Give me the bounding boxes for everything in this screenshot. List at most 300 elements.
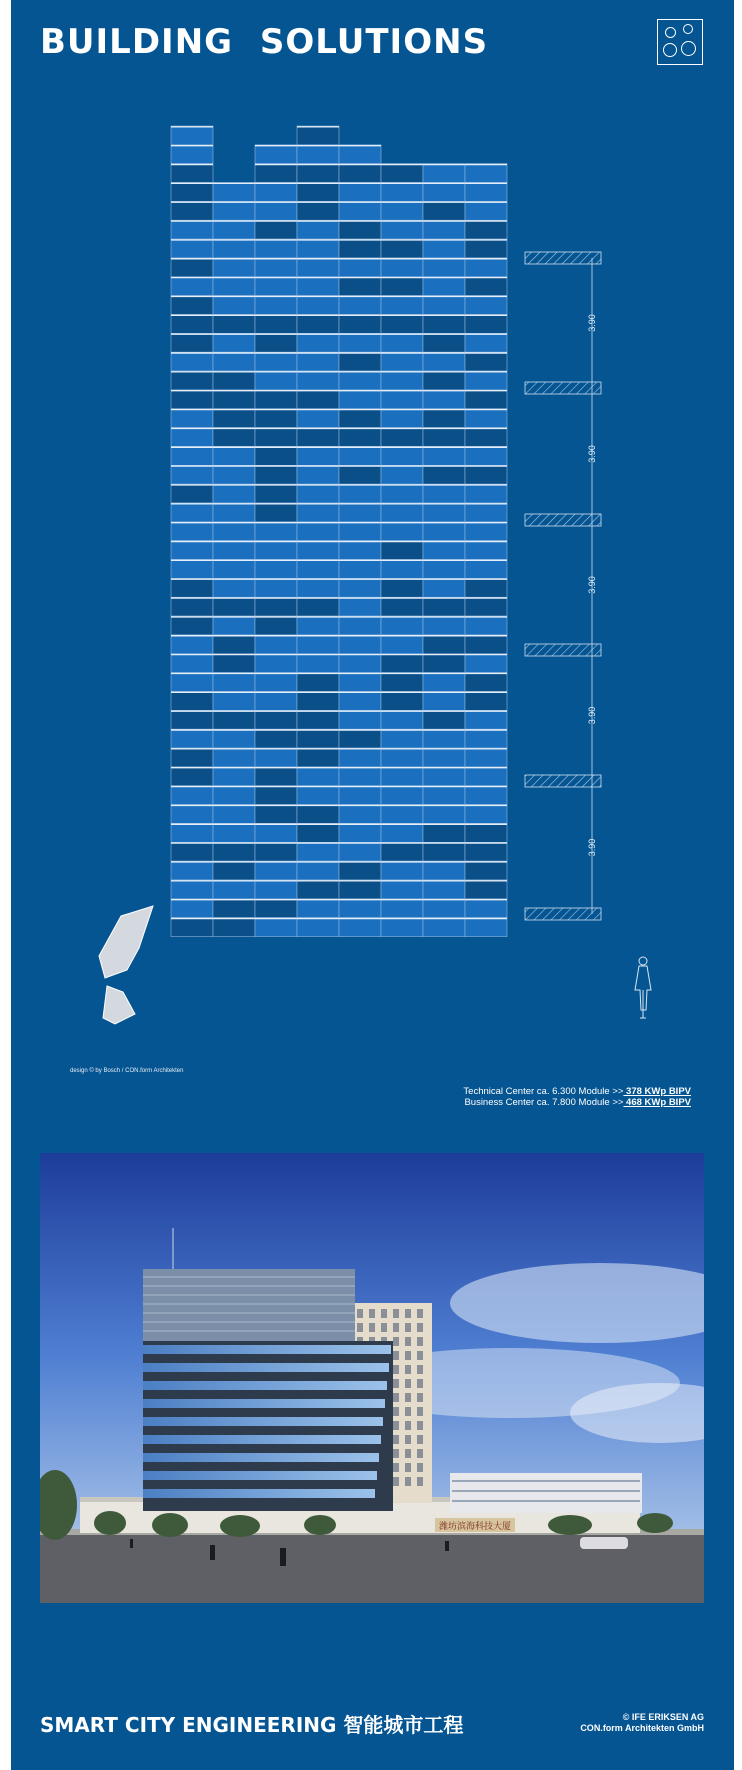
stat-line-1-value: 378 KWp BIPV	[623, 1086, 691, 1097]
facade-panel	[339, 371, 381, 390]
facade-panel	[381, 390, 423, 409]
facade-panel	[339, 729, 381, 748]
facade-panel	[339, 578, 381, 597]
facade-panel	[339, 220, 381, 239]
facade-panel	[255, 710, 297, 729]
facade-panel	[297, 541, 339, 560]
facade-panel	[423, 597, 465, 616]
facade-panel	[423, 277, 465, 296]
facade-panel	[423, 352, 465, 371]
facade-panel	[255, 277, 297, 296]
facade-panel	[465, 352, 507, 371]
facade-panel	[255, 767, 297, 786]
facade-panel	[255, 918, 297, 937]
facade-panel	[465, 748, 507, 767]
floor-height-label: 3.90	[587, 576, 597, 594]
facade-panel-grid	[171, 126, 507, 937]
facade-panel	[213, 861, 255, 880]
facade-panel	[339, 239, 381, 258]
facade-panel	[297, 560, 339, 579]
facade-panel	[255, 560, 297, 579]
facade-panel	[255, 616, 297, 635]
design-credit: design © by Bosch / CON.form Architekten	[70, 1068, 184, 1074]
facade-panel	[255, 522, 297, 541]
facade-panel	[297, 296, 339, 315]
facade-panel	[465, 503, 507, 522]
facade-panel	[381, 578, 423, 597]
facade-panel	[297, 805, 339, 824]
facade-panel	[213, 654, 255, 673]
facade-panel	[213, 805, 255, 824]
facade-panel	[297, 692, 339, 711]
facade-panel	[255, 541, 297, 560]
facade-panel	[423, 541, 465, 560]
facade-panel	[171, 578, 213, 597]
facade-panel	[381, 805, 423, 824]
facade-panel	[339, 918, 381, 937]
floor-slab-marker	[525, 908, 601, 920]
facade-panel	[171, 296, 213, 315]
facade-panel	[465, 578, 507, 597]
facade-panel	[213, 918, 255, 937]
facade-panel	[339, 597, 381, 616]
facade-panel	[465, 710, 507, 729]
facade-panel	[381, 541, 423, 560]
facade-panel	[423, 918, 465, 937]
facade-panel	[339, 409, 381, 428]
facade-panel	[423, 842, 465, 861]
facade-panel	[381, 183, 423, 202]
facade-panel	[423, 503, 465, 522]
facade-panel	[297, 409, 339, 428]
facade-panel	[465, 729, 507, 748]
facade-panel	[171, 823, 213, 842]
facade-panel	[465, 673, 507, 692]
facade-panel	[465, 315, 507, 334]
stat-line-1-text: Technical Center ca. 6.300 Module >>	[463, 1086, 624, 1097]
facade-panel	[255, 428, 297, 447]
facade-panel	[381, 560, 423, 579]
facade-panel	[171, 918, 213, 937]
facade-panel	[465, 805, 507, 824]
facade-panel	[297, 258, 339, 277]
facade-panel	[297, 880, 339, 899]
facade-panel	[213, 597, 255, 616]
facade-panel	[213, 578, 255, 597]
facade-panel	[255, 805, 297, 824]
facade-panel	[339, 635, 381, 654]
poster	[11, 0, 734, 1770]
facade-panel	[297, 654, 339, 673]
facade-panel	[381, 409, 423, 428]
facade-panel	[213, 371, 255, 390]
page-title: BUILDING SOLUTIONS	[40, 22, 489, 62]
facade-panel	[381, 710, 423, 729]
facade-panel	[213, 692, 255, 711]
facade-panel	[171, 729, 213, 748]
facade-panel	[423, 409, 465, 428]
floor-height-label: 3.90	[587, 445, 597, 463]
facade-panel	[171, 465, 213, 484]
facade-panel	[255, 861, 297, 880]
facade-panel	[339, 503, 381, 522]
facade-panel	[381, 597, 423, 616]
facade-panel	[465, 446, 507, 465]
facade-panel	[213, 899, 255, 918]
facade-panel	[423, 371, 465, 390]
facade-panel	[423, 484, 465, 503]
facade-panel	[465, 484, 507, 503]
facade-panel	[297, 446, 339, 465]
facade-panel	[339, 899, 381, 918]
facade-panel	[381, 258, 423, 277]
facade-panel	[465, 390, 507, 409]
facade-panel	[465, 767, 507, 786]
facade-panel	[381, 446, 423, 465]
facade-panel	[339, 164, 381, 183]
facade-panel	[213, 560, 255, 579]
facade-panel	[297, 164, 339, 183]
facade-panel	[339, 277, 381, 296]
facade-panel	[381, 465, 423, 484]
facade-panel	[423, 880, 465, 899]
facade-panel	[423, 748, 465, 767]
facade-panel	[297, 126, 339, 145]
floor-slab-marker	[525, 382, 601, 394]
facade-panel	[171, 842, 213, 861]
facade-panel	[255, 183, 297, 202]
facade-panel	[465, 786, 507, 805]
facade-panel	[255, 823, 297, 842]
facade-panel	[171, 692, 213, 711]
facade-panel	[297, 220, 339, 239]
facade-panel	[423, 220, 465, 239]
facade-panel	[465, 239, 507, 258]
facade-panel	[171, 390, 213, 409]
facade-panel	[339, 484, 381, 503]
facade-panel	[381, 522, 423, 541]
facade-panel	[297, 918, 339, 937]
facade-panel	[381, 729, 423, 748]
facade-panel	[381, 371, 423, 390]
facade-panel	[213, 748, 255, 767]
facade-panel	[339, 315, 381, 334]
facade-panel	[171, 164, 213, 183]
facade-panel	[255, 654, 297, 673]
facade-panel	[423, 823, 465, 842]
facade-panel	[213, 258, 255, 277]
facade-panel	[381, 164, 423, 183]
facade-panel	[339, 352, 381, 371]
facade-panel	[423, 692, 465, 711]
floor-slab-marker	[525, 252, 601, 264]
facade-panel	[255, 748, 297, 767]
facade-panel	[339, 673, 381, 692]
facade-panel	[339, 201, 381, 220]
facade-panel	[213, 465, 255, 484]
facade-panel	[381, 239, 423, 258]
facade-panel	[339, 333, 381, 352]
facade-panel	[213, 503, 255, 522]
facade-panel	[171, 503, 213, 522]
facade-panel	[465, 333, 507, 352]
facade-panel	[171, 183, 213, 202]
copyright-line-2: CON.form Architekten GmbH	[580, 1723, 704, 1733]
facade-panel	[339, 842, 381, 861]
facade-panel	[171, 673, 213, 692]
facade-panel	[381, 277, 423, 296]
facade-panel	[297, 315, 339, 334]
facade-panel	[381, 503, 423, 522]
facade-panel	[465, 428, 507, 447]
facade-panel	[297, 239, 339, 258]
facade-panel	[297, 277, 339, 296]
facade-panel	[423, 729, 465, 748]
facade-panel	[423, 258, 465, 277]
facade-panel	[213, 673, 255, 692]
facade-panel	[255, 635, 297, 654]
facade-panel	[213, 823, 255, 842]
facade-panel	[297, 616, 339, 635]
facade-panel	[465, 692, 507, 711]
facade-panel	[465, 597, 507, 616]
facade-panel	[381, 654, 423, 673]
facade-panel	[423, 522, 465, 541]
facade-panel	[255, 597, 297, 616]
facade-panel	[171, 277, 213, 296]
facade-panel	[423, 465, 465, 484]
facade-panel	[297, 710, 339, 729]
facade-panel	[171, 767, 213, 786]
facade-panel	[213, 446, 255, 465]
facade-panel	[171, 597, 213, 616]
facade-panel	[465, 654, 507, 673]
facade-panel	[297, 767, 339, 786]
floor-slab-marker	[525, 775, 601, 787]
facade-panel	[339, 823, 381, 842]
facade-elevation-drawing	[11, 0, 734, 1100]
facade-panel	[255, 352, 297, 371]
facade-panel	[213, 729, 255, 748]
facade-panel	[381, 842, 423, 861]
facade-panel	[381, 616, 423, 635]
facade-panel	[213, 428, 255, 447]
facade-panel	[297, 145, 339, 164]
facade-panel	[423, 710, 465, 729]
facade-panel	[423, 654, 465, 673]
facade-panel	[339, 786, 381, 805]
facade-panel	[423, 315, 465, 334]
facade-panel	[171, 522, 213, 541]
facade-panel	[339, 428, 381, 447]
facade-panel	[213, 220, 255, 239]
facade-panel	[297, 823, 339, 842]
facade-panel	[465, 541, 507, 560]
footer-title: SMART CITY ENGINEERING 智能城市工程	[40, 1713, 464, 1737]
facade-panel	[339, 880, 381, 899]
facade-panel	[465, 823, 507, 842]
facade-panel	[423, 635, 465, 654]
facade-panel	[423, 183, 465, 202]
facade-panel	[423, 805, 465, 824]
facade-panel	[213, 522, 255, 541]
stat-line-2-value: 468 KWp BIPV	[623, 1097, 691, 1108]
facade-panel	[465, 635, 507, 654]
facade-panel	[423, 616, 465, 635]
facade-panel	[339, 654, 381, 673]
facade-panel	[339, 183, 381, 202]
facade-panel	[255, 145, 297, 164]
facade-panel	[465, 258, 507, 277]
facade-panel	[297, 352, 339, 371]
facade-panel	[381, 918, 423, 937]
facade-panel	[339, 748, 381, 767]
facade-panel	[171, 635, 213, 654]
facade-panel	[381, 899, 423, 918]
facade-panel	[423, 428, 465, 447]
facade-panel	[381, 767, 423, 786]
module-sketch-icon	[99, 906, 153, 1024]
facade-panel	[423, 446, 465, 465]
facade-panel	[339, 446, 381, 465]
facade-panel	[213, 201, 255, 220]
facade-panel	[465, 296, 507, 315]
facade-panel	[213, 296, 255, 315]
facade-panel	[423, 164, 465, 183]
facade-panel	[381, 748, 423, 767]
facade-panel	[297, 183, 339, 202]
facade-panel	[213, 239, 255, 258]
facade-panel	[171, 880, 213, 899]
facade-panel	[171, 861, 213, 880]
facade-panel	[171, 805, 213, 824]
facade-panel	[171, 484, 213, 503]
module-statistics	[391, 1086, 691, 1108]
facade-panel	[255, 842, 297, 861]
facade-panel	[171, 616, 213, 635]
facade-panel	[255, 220, 297, 239]
facade-panel	[381, 315, 423, 334]
facade-panel	[255, 371, 297, 390]
facade-panel	[171, 409, 213, 428]
floor-height-label: 3.90	[587, 838, 597, 857]
facade-panel	[423, 239, 465, 258]
facade-panel	[297, 899, 339, 918]
facade-panel	[381, 880, 423, 899]
facade-panel	[339, 522, 381, 541]
facade-panel	[423, 578, 465, 597]
facade-panel	[381, 296, 423, 315]
facade-panel	[213, 277, 255, 296]
facade-panel	[423, 673, 465, 692]
facade-panel	[381, 484, 423, 503]
building-rendering	[40, 1153, 704, 1603]
facade-panel	[465, 201, 507, 220]
facade-panel	[381, 861, 423, 880]
facade-panel	[297, 842, 339, 861]
facade-panel	[213, 767, 255, 786]
facade-panel	[465, 465, 507, 484]
facade-panel	[465, 220, 507, 239]
facade-panel	[339, 560, 381, 579]
facade-panel	[213, 352, 255, 371]
facade-panel	[255, 880, 297, 899]
facade-panel	[255, 164, 297, 183]
facade-panel	[255, 390, 297, 409]
facade-panel	[423, 296, 465, 315]
facade-panel	[255, 201, 297, 220]
facade-panel	[381, 786, 423, 805]
facade-panel	[381, 673, 423, 692]
facade-panel	[171, 220, 213, 239]
facade-panel	[213, 710, 255, 729]
facade-panel	[297, 484, 339, 503]
facade-panel	[255, 484, 297, 503]
facade-panel	[297, 635, 339, 654]
facade-panel	[171, 201, 213, 220]
facade-panel	[171, 710, 213, 729]
facade-panel	[381, 692, 423, 711]
facade-panel	[465, 918, 507, 937]
floor-height-label: 3.90	[587, 314, 597, 332]
facade-panel	[297, 428, 339, 447]
facade-panel	[213, 315, 255, 334]
facade-panel	[339, 692, 381, 711]
facade-panel	[213, 635, 255, 654]
facade-panel	[465, 861, 507, 880]
facade-panel	[381, 635, 423, 654]
facade-panel	[465, 522, 507, 541]
facade-panel	[255, 296, 297, 315]
facade-panel	[423, 201, 465, 220]
facade-panel	[213, 541, 255, 560]
facade-panel	[255, 409, 297, 428]
facade-panel	[171, 541, 213, 560]
facade-panel	[339, 145, 381, 164]
facade-panel	[171, 899, 213, 918]
facade-panel	[465, 409, 507, 428]
facade-panel	[171, 560, 213, 579]
facade-panel	[297, 503, 339, 522]
facade-panel	[465, 880, 507, 899]
facade-panel	[381, 333, 423, 352]
facade-panel	[171, 786, 213, 805]
facade-panel	[297, 522, 339, 541]
facade-panel	[171, 333, 213, 352]
facade-panel	[213, 183, 255, 202]
facade-panel	[297, 861, 339, 880]
facade-panel	[297, 201, 339, 220]
facade-panel	[339, 616, 381, 635]
facade-panel	[297, 597, 339, 616]
facade-panel	[171, 315, 213, 334]
facade-panel	[297, 673, 339, 692]
facade-panel	[171, 446, 213, 465]
facade-panel	[171, 748, 213, 767]
facade-panel	[465, 616, 507, 635]
facade-panel	[423, 861, 465, 880]
facade-panel	[297, 333, 339, 352]
facade-panel	[213, 333, 255, 352]
facade-panel	[171, 126, 213, 145]
copyright-line-1: © IFE ERIKSEN AG	[622, 1712, 704, 1722]
facade-panel	[255, 446, 297, 465]
facade-panel	[423, 333, 465, 352]
facade-panel	[423, 390, 465, 409]
facade-panel	[339, 805, 381, 824]
facade-panel	[297, 465, 339, 484]
facade-panel	[255, 692, 297, 711]
